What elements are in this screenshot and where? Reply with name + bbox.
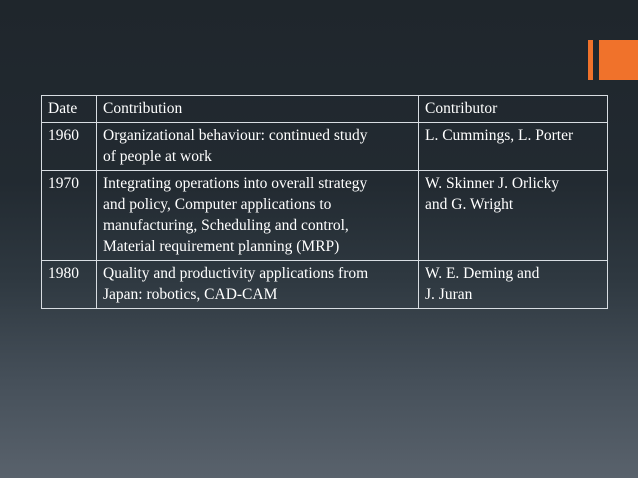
cell-contributor bbox=[419, 171, 608, 261]
header-date: Date bbox=[42, 96, 97, 123]
cell-contribution bbox=[97, 171, 419, 261]
table-row bbox=[42, 123, 608, 171]
cell-line: J. Juran bbox=[425, 286, 473, 303]
header-contributor: Contributor bbox=[419, 96, 608, 123]
cell-line: Material requirement planning (MRP) bbox=[103, 238, 340, 255]
table-header-row bbox=[42, 96, 608, 123]
cell-contributor bbox=[419, 261, 608, 309]
cell-line: and policy, Computer applications to bbox=[103, 196, 332, 213]
cell-line: W. Skinner J. Orlicky bbox=[425, 175, 560, 192]
cell-line: of people at work bbox=[103, 148, 212, 165]
cell-date: 1960 bbox=[42, 123, 97, 171]
cell-contributor bbox=[419, 123, 608, 171]
cell-line: and G. Wright bbox=[425, 196, 514, 213]
cell-contribution bbox=[97, 123, 419, 171]
table-row bbox=[42, 171, 608, 261]
cell-line: L. Cummings, L. Porter bbox=[425, 127, 574, 144]
orange-accent-bars bbox=[588, 40, 638, 80]
history-table-container bbox=[41, 95, 607, 309]
cell-line: manufacturing, Scheduling and control, bbox=[103, 217, 349, 234]
history-table bbox=[41, 95, 608, 309]
cell-line: Japan: robotics, CAD-CAM bbox=[103, 286, 278, 303]
cell-line: Organizational behaviour: continued study bbox=[103, 127, 368, 144]
cell-date: 1980 bbox=[42, 261, 97, 309]
cell-line: Quality and productivity applications from bbox=[103, 265, 369, 282]
table-row bbox=[42, 261, 608, 309]
accent-bar-thick bbox=[599, 40, 638, 80]
cell-line: W. E. Deming and bbox=[425, 265, 540, 282]
cell-line: Integrating operations into overall strategy bbox=[103, 175, 368, 192]
header-contribution: Contribution bbox=[97, 96, 419, 123]
cell-date: 1970 bbox=[42, 171, 97, 261]
cell-contribution bbox=[97, 261, 419, 309]
accent-bar-thin bbox=[588, 40, 593, 80]
